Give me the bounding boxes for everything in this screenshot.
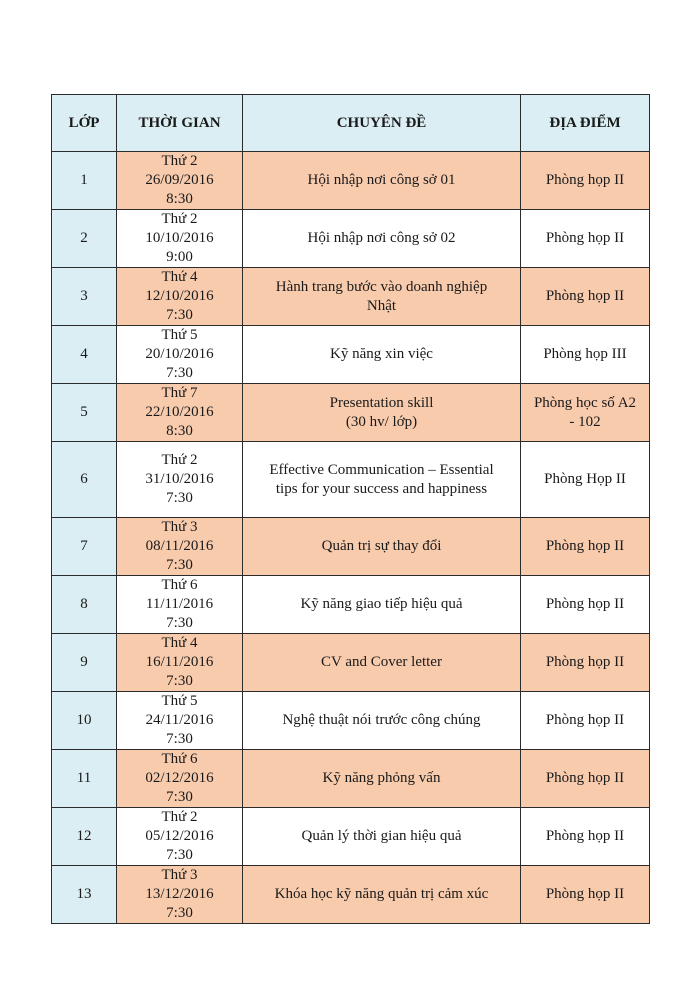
table-row [52, 576, 650, 634]
time-day: Thứ 5 [161, 693, 198, 709]
topic-line: Hội nhập nơi công sở 01 [307, 172, 456, 188]
time-date: 05/12/2016 [145, 828, 214, 844]
topic-line: Presentation skill [329, 394, 434, 411]
topic-line: Quản lý thời gian hiệu quả [301, 828, 462, 844]
schedule-time-cell [117, 808, 243, 866]
topic-line: Kỹ năng giao tiếp hiệu quả [300, 596, 463, 612]
table-row [52, 634, 650, 692]
topic-cell [243, 692, 521, 750]
time-day: Thứ 7 [161, 385, 198, 401]
location-cell [521, 152, 650, 210]
location-cell [521, 866, 650, 924]
class-number: 2 [52, 210, 117, 268]
schedule-table [51, 94, 650, 924]
location-line: Phòng họp II [545, 288, 625, 304]
location-cell [521, 384, 650, 442]
time-date: 20/10/2016 [145, 346, 214, 362]
class-number: 4 [52, 326, 117, 384]
topic-line: (30 hv/ lớp) [345, 413, 418, 430]
location-line: Phòng họp II [545, 172, 625, 188]
schedule-time-cell [117, 326, 243, 384]
time-day: Thứ 5 [161, 327, 198, 343]
class-number: 13 [52, 866, 117, 924]
time-date: 22/10/2016 [145, 404, 214, 420]
time-time: 9:00 [166, 249, 193, 265]
schedule-time-cell [117, 152, 243, 210]
topic-cell [243, 808, 521, 866]
topic-line: Kỹ năng xin việc [330, 346, 433, 362]
topic-line: Khóa học kỹ năng quản trị cảm xúc [274, 886, 489, 902]
topic-cell [243, 326, 521, 384]
table-row [52, 808, 650, 866]
topic-cell [243, 750, 521, 808]
schedule-time-cell [117, 750, 243, 808]
time-date: 10/10/2016 [145, 230, 214, 246]
time-date: 02/12/2016 [145, 770, 214, 786]
time-time: 8:30 [166, 423, 193, 439]
topic-cell [243, 210, 521, 268]
time-time: 7:30 [166, 731, 193, 747]
time-time: 7:30 [166, 615, 193, 631]
table-row [52, 384, 650, 442]
class-number: 1 [52, 152, 117, 210]
schedule-time-cell [117, 384, 243, 442]
header-chuyen-de: CHUYÊN ĐỀ [243, 95, 521, 152]
table-row [52, 326, 650, 384]
time-time: 7:30 [166, 673, 193, 689]
time-day: Thứ 6 [161, 751, 198, 767]
table-row [52, 210, 650, 268]
topic-line: Nhật [366, 297, 397, 314]
topic-cell [243, 866, 521, 924]
class-number: 9 [52, 634, 117, 692]
topic-cell [243, 152, 521, 210]
topic-cell [243, 518, 521, 576]
header-lop: LỚP [52, 95, 117, 152]
topic-line: Kỹ năng phỏng vấn [322, 770, 441, 786]
location-cell [521, 442, 650, 518]
time-date: 24/11/2016 [145, 712, 214, 728]
location-line: Phòng họp II [545, 828, 625, 844]
topic-line: Nghệ thuật nói trước công chúng [282, 712, 481, 728]
topic-cell [243, 268, 521, 326]
time-time: 7:30 [166, 557, 193, 573]
location-line: Phòng Họp II [544, 471, 626, 487]
topic-line: Hội nhập nơi công sở 02 [307, 230, 456, 246]
class-number: 10 [52, 692, 117, 750]
time-day: Thứ 6 [161, 577, 198, 593]
table-row [52, 750, 650, 808]
topic-cell [243, 634, 521, 692]
location-cell [521, 210, 650, 268]
topic-line: Effective Communication – Essential [269, 461, 494, 478]
topic-line: CV and Cover letter [321, 654, 442, 670]
time-day: Thứ 3 [161, 519, 198, 535]
location-line: - 102 [569, 413, 601, 430]
location-cell [521, 268, 650, 326]
schedule-time-cell [117, 576, 243, 634]
class-number: 3 [52, 268, 117, 326]
time-time: 8:30 [166, 191, 193, 207]
class-number: 8 [52, 576, 117, 634]
time-date: 11/11/2016 [145, 596, 214, 612]
header-dia-diem: ĐỊA ĐIỂM [521, 95, 650, 152]
location-line: Phòng họp II [545, 654, 625, 670]
table-row [52, 866, 650, 924]
time-time: 7:30 [166, 847, 193, 863]
time-time: 7:30 [166, 490, 193, 506]
table-row [52, 152, 650, 210]
location-cell [521, 518, 650, 576]
location-cell [521, 750, 650, 808]
schedule-time-cell [117, 634, 243, 692]
location-cell [521, 326, 650, 384]
time-date: 31/10/2016 [145, 471, 214, 487]
class-number: 6 [52, 442, 117, 518]
schedule-time-cell [117, 210, 243, 268]
topic-line: Hành trang bước vào doanh nghiệp [275, 278, 488, 295]
time-time: 7:30 [166, 307, 193, 323]
location-line: Phòng họp II [545, 770, 625, 786]
time-date: 16/11/2016 [145, 654, 214, 670]
time-day: Thứ 4 [161, 269, 198, 285]
class-number: 12 [52, 808, 117, 866]
time-time: 7:30 [166, 905, 193, 921]
location-cell [521, 634, 650, 692]
time-date: 13/12/2016 [145, 886, 214, 902]
location-cell [521, 576, 650, 634]
class-number: 5 [52, 384, 117, 442]
time-date: 26/09/2016 [145, 172, 214, 188]
location-line: Phòng họp II [545, 230, 625, 246]
location-cell [521, 692, 650, 750]
location-line: Phòng họp II [545, 538, 625, 554]
time-time: 7:30 [166, 365, 193, 381]
class-number: 11 [52, 750, 117, 808]
location-line: Phòng học số A2 [533, 394, 637, 411]
location-line: Phòng họp II [545, 712, 625, 728]
time-time: 7:30 [166, 789, 193, 805]
table-row [52, 692, 650, 750]
time-day: Thứ 2 [161, 211, 198, 227]
table-body [52, 152, 650, 924]
topic-cell [243, 384, 521, 442]
schedule-time-cell [117, 268, 243, 326]
location-line: Phòng họp II [545, 596, 625, 612]
time-day: Thứ 4 [161, 635, 198, 651]
table-row [52, 268, 650, 326]
schedule-time-cell [117, 866, 243, 924]
time-day: Thứ 3 [161, 867, 198, 883]
location-cell [521, 808, 650, 866]
location-line: Phòng họp III [543, 346, 627, 362]
time-day: Thứ 2 [161, 452, 198, 468]
class-number: 7 [52, 518, 117, 576]
topic-line: tips for your success and happiness [275, 480, 488, 497]
table-row [52, 442, 650, 518]
header-row [52, 95, 650, 152]
table-row [52, 518, 650, 576]
time-day: Thứ 2 [161, 153, 198, 169]
time-date: 12/10/2016 [145, 288, 214, 304]
topic-cell [243, 442, 521, 518]
time-day: Thứ 2 [161, 809, 198, 825]
schedule-time-cell [117, 692, 243, 750]
schedule-time-cell [117, 518, 243, 576]
topic-line: Quản trị sự thay đổi [321, 538, 442, 554]
time-date: 08/11/2016 [145, 538, 214, 554]
topic-cell [243, 576, 521, 634]
location-line: Phòng họp II [545, 886, 625, 902]
schedule-time-cell [117, 442, 243, 518]
header-thoi-gian: THỜI GIAN [117, 95, 243, 152]
